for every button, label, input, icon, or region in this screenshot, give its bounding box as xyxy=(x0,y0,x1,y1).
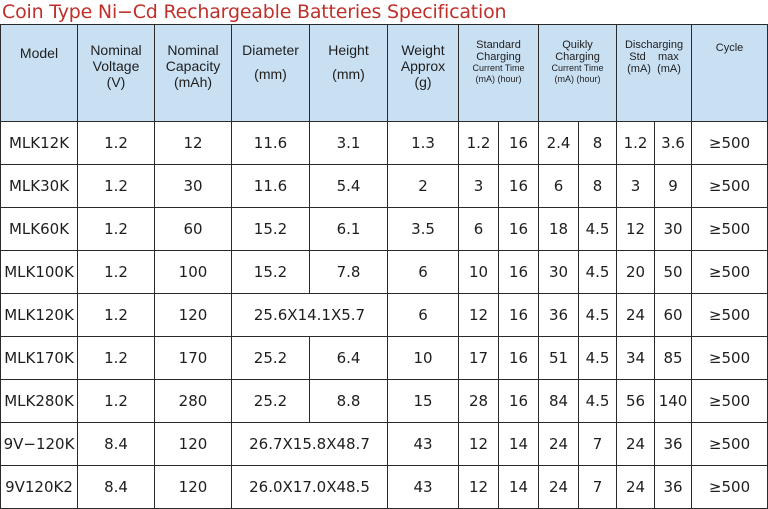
cell-quick-current: 2.4 xyxy=(539,122,579,165)
cell-dimensions: 26.0X17.0X48.5 xyxy=(232,466,388,509)
header-cycle xyxy=(692,25,768,122)
cell-std-time: 16 xyxy=(499,122,539,165)
cell-cycle: ≥500 xyxy=(692,466,768,509)
header-model xyxy=(1,25,78,122)
cell-dis-std: 24 xyxy=(617,294,655,337)
cell-voltage: 1.2 xyxy=(78,294,155,337)
cell-height: 5.4 xyxy=(310,165,388,208)
cell-cycle: ≥500 xyxy=(692,380,768,423)
cell-dis-max: 36 xyxy=(655,466,692,509)
cell-quick-time: 7 xyxy=(579,466,617,509)
table-row xyxy=(1,251,768,294)
header-cycle-label: Cycle xyxy=(715,42,744,54)
cell-capacity: 12 xyxy=(155,122,232,165)
cell-quick-current: 84 xyxy=(539,380,579,423)
table-row xyxy=(1,466,768,509)
cell-cycle: ≥500 xyxy=(692,208,768,251)
cell-std-time: 16 xyxy=(499,294,539,337)
cell-diameter: 15.2 xyxy=(232,208,310,251)
cell-diameter: 25.2 xyxy=(232,380,310,423)
cell-std-time: 16 xyxy=(499,165,539,208)
header-height-line1: Height xyxy=(328,42,369,58)
header-capacity-label xyxy=(155,25,231,90)
cell-cycle: ≥500 xyxy=(692,423,768,466)
header-voltage-line3: (V) xyxy=(106,74,126,90)
cell-std-current: 3 xyxy=(459,165,499,208)
header-voltage-label xyxy=(78,25,154,90)
cell-std-current: 1.2 xyxy=(459,122,499,165)
header-voltage-line1: Nominal xyxy=(90,42,142,58)
cell-model: MLK280K xyxy=(1,380,78,423)
cell-cycle: ≥500 xyxy=(692,294,768,337)
header-quick-line1: Quikly xyxy=(562,39,593,51)
table-body xyxy=(1,122,768,509)
page-title: Coin Type Ni−Cd Rechargeable Batteries Specification xyxy=(2,1,507,23)
cell-dis-std: 56 xyxy=(617,380,655,423)
cell-cycle: ≥500 xyxy=(692,122,768,165)
cell-diameter: 11.6 xyxy=(232,165,310,208)
header-dis-line3: (mA) (mA) xyxy=(627,63,681,75)
cell-cycle: ≥500 xyxy=(692,337,768,380)
cell-quick-time: 4.5 xyxy=(579,294,617,337)
header-weight-label xyxy=(388,25,458,90)
cell-height: 6.4 xyxy=(310,337,388,380)
header-quick-line2: Charging xyxy=(555,51,600,63)
cell-cycle: ≥500 xyxy=(692,165,768,208)
cell-weight: 6 xyxy=(388,251,459,294)
header-std-line2: Charging xyxy=(476,51,521,63)
header-diameter-line2: (mm) xyxy=(254,66,287,82)
cell-dis-max: 50 xyxy=(655,251,692,294)
cell-voltage: 1.2 xyxy=(78,380,155,423)
cell-capacity: 280 xyxy=(155,380,232,423)
cell-voltage: 8.4 xyxy=(78,466,155,509)
cell-voltage: 1.2 xyxy=(78,208,155,251)
cell-dimensions: 25.6X14.1X5.7 xyxy=(232,294,388,337)
cell-model: MLK30K xyxy=(1,165,78,208)
cell-weight: 43 xyxy=(388,423,459,466)
header-height-line2: (mm) xyxy=(332,66,365,82)
header-standard-charging xyxy=(459,25,539,122)
header-voltage xyxy=(78,25,155,122)
header-capacity-line3: (mAh) xyxy=(173,74,213,90)
cell-dis-max: 140 xyxy=(655,380,692,423)
header-voltage-line2: Voltage xyxy=(92,58,140,74)
cell-voltage: 1.2 xyxy=(78,337,155,380)
table-row xyxy=(1,337,768,380)
cell-quick-current: 51 xyxy=(539,337,579,380)
cell-std-current: 6 xyxy=(459,208,499,251)
cell-voltage: 1.2 xyxy=(78,122,155,165)
cell-model: 9V120K2 xyxy=(1,466,78,509)
table-row xyxy=(1,208,768,251)
header-weight xyxy=(388,25,459,122)
cell-quick-time: 8 xyxy=(579,165,617,208)
header-diameter-label xyxy=(232,25,309,82)
cell-std-time: 14 xyxy=(499,423,539,466)
cell-std-time: 16 xyxy=(499,208,539,251)
cell-weight: 6 xyxy=(388,294,459,337)
header-weight-line1: Weight xyxy=(401,42,445,58)
cell-weight: 43 xyxy=(388,466,459,509)
cell-model: MLK120K xyxy=(1,294,78,337)
header-diameter xyxy=(232,25,310,122)
cell-dis-max: 36 xyxy=(655,423,692,466)
cell-quick-time: 4.5 xyxy=(579,380,617,423)
cell-model: MLK170K xyxy=(1,337,78,380)
cell-capacity: 120 xyxy=(155,466,232,509)
cell-quick-time: 8 xyxy=(579,122,617,165)
cell-dis-std: 24 xyxy=(617,466,655,509)
header-quick-charging xyxy=(539,25,617,122)
cell-quick-current: 36 xyxy=(539,294,579,337)
cell-capacity: 170 xyxy=(155,337,232,380)
header-capacity xyxy=(155,25,232,122)
cell-height: 3.1 xyxy=(310,122,388,165)
cell-std-time: 14 xyxy=(499,466,539,509)
cell-weight: 1.3 xyxy=(388,122,459,165)
cell-std-current: 17 xyxy=(459,337,499,380)
cell-capacity: 60 xyxy=(155,208,232,251)
cell-dis-max: 60 xyxy=(655,294,692,337)
cell-dis-std: 1.2 xyxy=(617,122,655,165)
cell-weight: 15 xyxy=(388,380,459,423)
cell-model: MLK60K xyxy=(1,208,78,251)
cell-dis-std: 24 xyxy=(617,423,655,466)
cell-weight: 10 xyxy=(388,337,459,380)
cell-std-current: 12 xyxy=(459,466,499,509)
cell-dimensions: 26.7X15.8X48.7 xyxy=(232,423,388,466)
header-std-line1: Standard xyxy=(476,39,521,51)
cell-std-time: 16 xyxy=(499,337,539,380)
header-height xyxy=(310,25,388,122)
cell-dis-std: 20 xyxy=(617,251,655,294)
cell-quick-time: 4.5 xyxy=(579,337,617,380)
cell-std-time: 16 xyxy=(499,251,539,294)
cell-height: 8.8 xyxy=(310,380,388,423)
header-dis-line2: Std max xyxy=(629,51,679,63)
table-row xyxy=(1,122,768,165)
cell-std-current: 12 xyxy=(459,423,499,466)
cell-cycle: ≥500 xyxy=(692,251,768,294)
cell-capacity: 120 xyxy=(155,423,232,466)
cell-quick-time: 4.5 xyxy=(579,251,617,294)
cell-quick-current: 24 xyxy=(539,466,579,509)
cell-model: 9V−120K xyxy=(1,423,78,466)
cell-diameter: 11.6 xyxy=(232,122,310,165)
header-height-label xyxy=(310,25,387,82)
cell-dis-std: 3 xyxy=(617,165,655,208)
cell-diameter: 15.2 xyxy=(232,251,310,294)
cell-dis-max: 3.6 xyxy=(655,122,692,165)
table-row xyxy=(1,165,768,208)
cell-height: 6.1 xyxy=(310,208,388,251)
cell-quick-current: 30 xyxy=(539,251,579,294)
cell-dis-max: 9 xyxy=(655,165,692,208)
cell-quick-time: 7 xyxy=(579,423,617,466)
cell-quick-current: 24 xyxy=(539,423,579,466)
header-quick-line4: (mA) (hour) xyxy=(554,74,601,84)
cell-voltage: 8.4 xyxy=(78,423,155,466)
header-std-line4: (mA) (hour) xyxy=(475,74,522,84)
cell-dis-max: 85 xyxy=(655,337,692,380)
header-capacity-line2: Capacity xyxy=(165,58,221,74)
cell-weight: 3.5 xyxy=(388,208,459,251)
cell-dis-max: 30 xyxy=(655,208,692,251)
header-std-line3: Current Time xyxy=(472,63,525,73)
header-capacity-line1: Nominal xyxy=(167,42,219,58)
header-quick-charging-label xyxy=(539,25,616,63)
cell-diameter: 25.2 xyxy=(232,337,310,380)
header-discharging xyxy=(617,25,692,122)
header-discharging-label xyxy=(617,25,691,75)
header-weight-line3: (g) xyxy=(414,74,432,90)
table-row xyxy=(1,380,768,423)
cell-dis-std: 12 xyxy=(617,208,655,251)
header-dis-line1: Discharging xyxy=(624,39,684,51)
spec-table xyxy=(0,24,768,509)
table-row xyxy=(1,423,768,466)
header-model-label: Model xyxy=(19,45,59,61)
cell-height: 7.8 xyxy=(310,251,388,294)
header-standard-charging-label xyxy=(459,25,538,63)
cell-voltage: 1.2 xyxy=(78,165,155,208)
header-weight-line2: Approx xyxy=(400,58,446,74)
cell-dis-std: 34 xyxy=(617,337,655,380)
header-row xyxy=(1,25,768,122)
cell-weight: 2 xyxy=(388,165,459,208)
header-quick-line3: Current Time xyxy=(551,63,604,73)
cell-quick-current: 6 xyxy=(539,165,579,208)
cell-model: MLK12K xyxy=(1,122,78,165)
cell-std-current: 12 xyxy=(459,294,499,337)
cell-capacity: 120 xyxy=(155,294,232,337)
cell-std-time: 16 xyxy=(499,380,539,423)
cell-quick-current: 18 xyxy=(539,208,579,251)
cell-capacity: 30 xyxy=(155,165,232,208)
header-diameter-line1: Diameter xyxy=(242,42,299,58)
cell-voltage: 1.2 xyxy=(78,251,155,294)
cell-capacity: 100 xyxy=(155,251,232,294)
cell-std-current: 28 xyxy=(459,380,499,423)
cell-std-current: 10 xyxy=(459,251,499,294)
cell-model: MLK100K xyxy=(1,251,78,294)
cell-quick-time: 4.5 xyxy=(579,208,617,251)
table-row xyxy=(1,294,768,337)
